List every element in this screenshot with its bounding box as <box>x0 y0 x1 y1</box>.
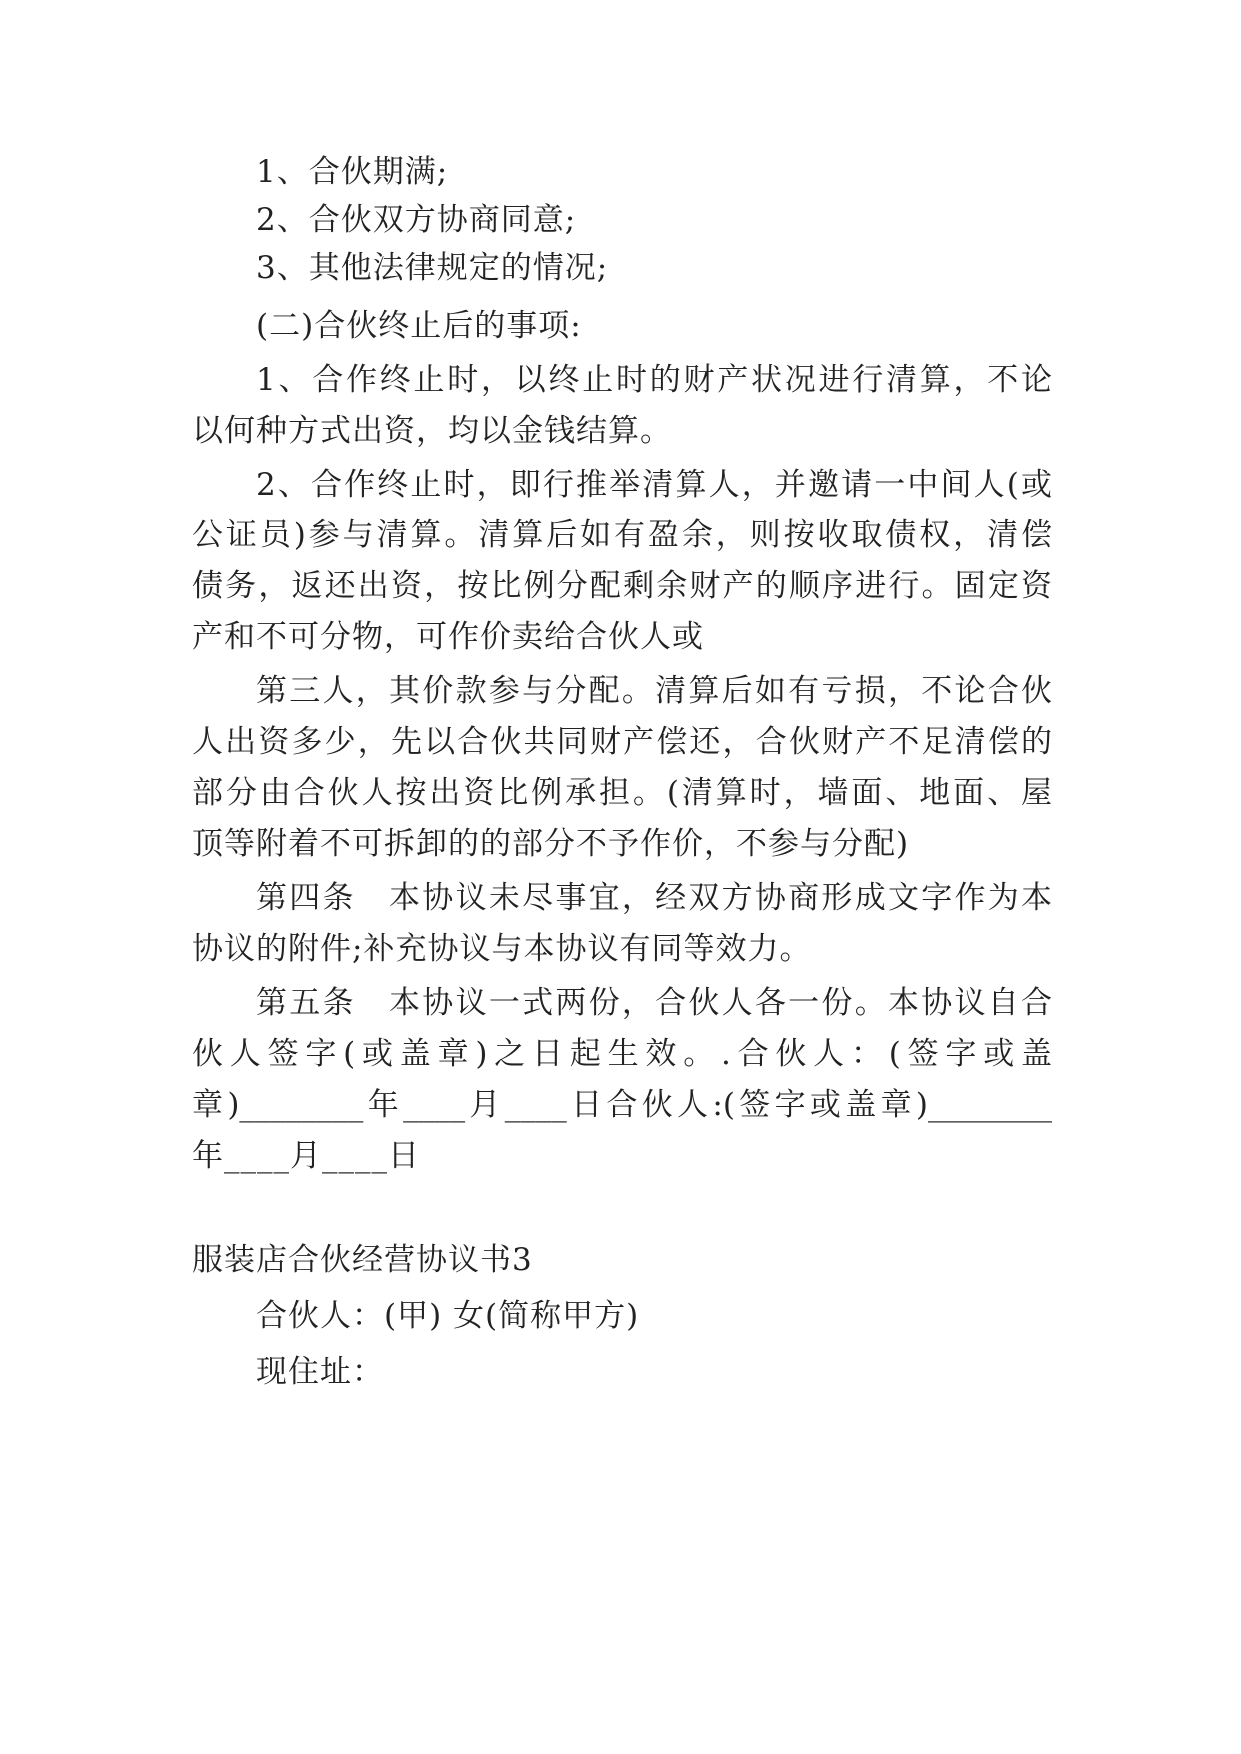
paragraph-line: 人出资多少，先以合伙共同财产偿还，合伙财产不足清偿的 <box>192 724 1052 760</box>
article-five-line: 伙人签字(或盖章)之日起生效。.合伙人：(签字或盖 <box>192 1036 1052 1072</box>
paragraph-line: 部分由合伙人按出资比例承担。(清算时，墙面、地面、屋 <box>192 775 1052 811</box>
partner-a-line: 合伙人：(甲) 女(简称甲方) <box>256 1298 640 1334</box>
signature-date-line: 年____月____日 <box>192 1138 420 1174</box>
paragraph-line: 产和不可分物，可作价卖给合伙人或 <box>192 619 704 655</box>
article-four-line: 协议的附件;补充协议与本协议有同等效力。 <box>192 931 812 967</box>
article-four-line: 第四条 本协议未尽事宜，经双方协商形成文字作为本 <box>256 880 1052 916</box>
article-five-line: 第五条 本协议一式两份，合伙人各一份。本协议自合 <box>256 985 1052 1021</box>
clause-item-3: 3、其他法律规定的情况; <box>256 250 609 286</box>
clause-item-2: 2、合伙双方协商同意; <box>256 202 577 238</box>
paragraph-line: 公证员)参与清算。清算后如有盈余，则按收取债权，清偿 <box>192 517 1052 553</box>
paragraph-line: 以何种方式出资，均以金钱结算。 <box>192 413 672 449</box>
clause-item-1: 1、合伙期满; <box>256 154 449 190</box>
document-title: 服装店合伙经营协议书3 <box>192 1242 533 1278</box>
paragraph-line: 1、合作终止时，以终止时的财产状况进行清算，不论 <box>256 362 1052 398</box>
paragraph-line: 第三人，其价款参与分配。清算后如有亏损，不论合伙 <box>256 673 1052 709</box>
paragraph-line: 顶等附着不可拆卸的的部分不予作价，不参与分配) <box>192 826 910 862</box>
paragraph-line: 2、合作终止时，即行推举清算人，并邀请一中间人(或 <box>256 467 1052 503</box>
address-line: 现住址： <box>256 1354 384 1390</box>
paragraph-line: 债务，返还出资，按比例分配剩余财产的顺序进行。固定资 <box>192 568 1052 604</box>
signature-line: 章)________年____月____日合伙人:(签字或盖章)________ <box>192 1087 1052 1123</box>
section-heading: (二)合伙终止后的事项: <box>256 308 582 344</box>
